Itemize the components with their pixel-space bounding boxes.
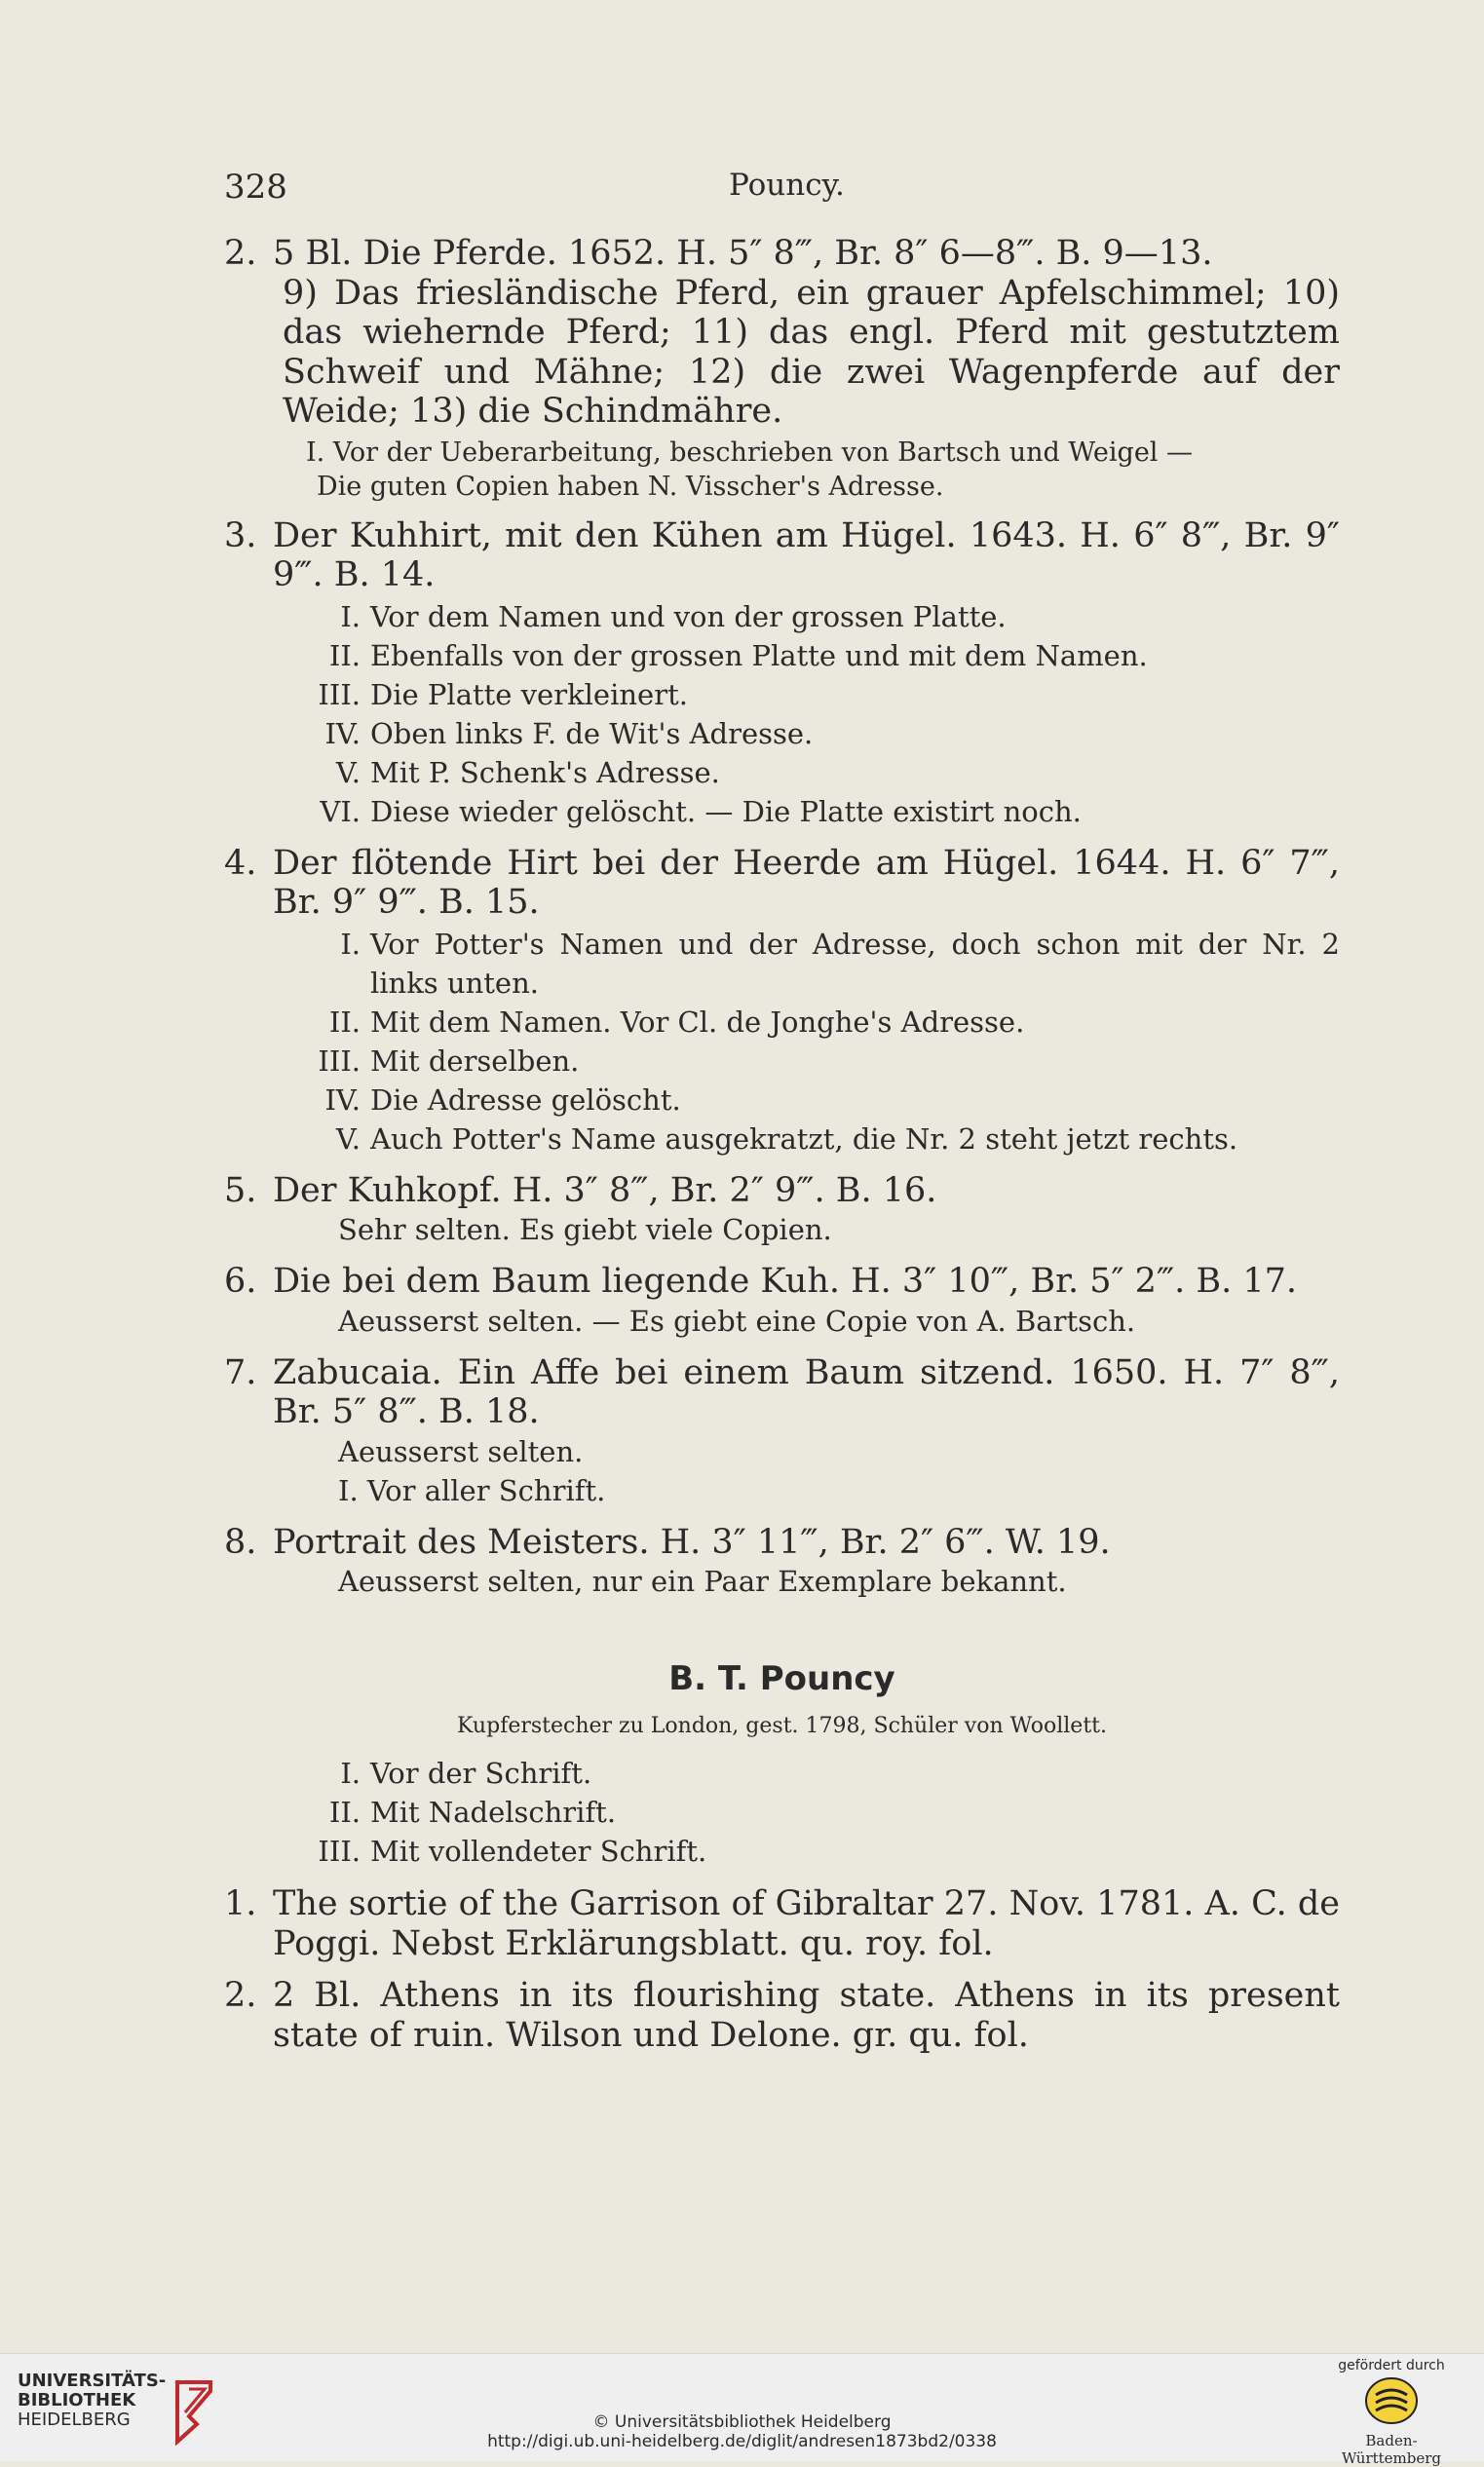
state-line [224,753,1340,792]
state-crest-icon [1362,2375,1421,2426]
entry-number: 7. [224,1352,257,1392]
entry-title: The sortie of the Garrison of Gibraltar 27. Nov. 1781. A. C. de Poggi. Nebst Erklärungsblatt. qu. roy. fol. [273,1884,1340,1963]
funder-logo[interactable] [1318,2358,1465,2467]
entry-note: I. Vor aller Schrift. [338,1473,606,1507]
state-line [224,792,1340,831]
catalogue-entries [224,234,1340,1601]
state-line [224,1754,1340,1793]
entry-title: 2 Bl. Athens in its flourishing state. Athens in its present state of ruin. Wilson und Delone. gr. qu. fol. [273,1976,1340,2055]
state-text: Die Adresse gelöscht. [370,1082,681,1117]
state-number: II. [328,638,361,672]
catalogue-entry [224,1523,1340,1602]
state-number: VI. [320,794,361,828]
state-number: IV. [324,716,361,750]
state-text: Mit Nadelschrift. [370,1796,617,1829]
entry-title: Der flötende Hirt bei der Heerde am Hügel. 1644. H. 6″ 7‴, Br. 9″ 9‴. B. 15. [273,843,1340,922]
state-line [224,925,1340,1003]
state-line [224,1003,1340,1042]
state-line [224,1793,1340,1832]
running-title: Pouncy. [729,168,845,203]
entry-title: Zabucaia. Ein Affe bei einem Baum sitzend. 1650. H. 7″ 8‴, Br. 5″ 8‴. B. 18. [273,1352,1340,1431]
page-body [224,234,1340,2068]
state-number: I. [340,599,361,633]
state-number: V. [335,1121,361,1156]
state-note [224,436,1340,504]
entry-title: 5 Bl. Die Pferde. 1652. H. 5″ 8‴, Br. 8″ 6—8‴. B. 9—13. [273,234,1213,273]
entry-title: Die bei dem Baum liegende Kuh. H. 3″ 10‴, Br. 5″ 2‴. B. 17. [273,1262,1298,1301]
state-text: Mit dem Namen. Vor Cl. de Jonghe's Adresse. [370,1005,1025,1039]
catalogue-entry [224,844,1340,1158]
state-line [224,1042,1340,1081]
catalogue-entries-pouncy [224,1884,1340,2055]
entry-description: 9) Das friesländische Pferd, ein grauer Apfelschimmel; 10) das wiehernde Pferd; 11) das engl. Pferd mit gestutztem Schweif und Mähne; 12) die zwei Wagenpferde auf der Weide; 13) die Schindmähre. [283,273,1340,431]
entry-title: Portrait des Meisters. H. 3″ 11‴, Br. 2″ 6‴. W. 19. [273,1522,1111,1562]
state-line [224,1081,1340,1120]
entry-note: Aeusserst selten. [338,1434,584,1468]
funded-by-label: gefördert durch [1338,2358,1445,2373]
state-number: III. [318,1835,361,1868]
copyright-notice: © Universitätsbibliothek Heidelberg [592,2412,892,2432]
catalogue-entry [224,1353,1340,1510]
entry-number: 2. [224,234,257,273]
library-name-line1: UNIVERSITÄTS- [18,2371,167,2391]
state-number: IV. [324,1082,361,1117]
section-states [224,1754,1340,1871]
state-text: Mit P. Schenk's Adresse. [370,755,720,789]
state-number: III. [318,1044,361,1078]
state-line [224,714,1340,753]
state-line [224,675,1340,714]
catalogue-entry [224,1262,1340,1341]
entry-title: Der Kuhkopf. H. 3″ 8‴, Br. 2″ 9‴. B. 16. [273,1170,937,1210]
state-text: Mit derselben. [370,1044,580,1078]
footer-bar [0,2353,1484,2467]
state-text: Mit vollendeter Schrift. [370,1835,707,1868]
funder-name: Baden-Württemberg [1341,2432,1442,2467]
entry-note: Aeusserst selten. — Es giebt eine Copie von A. Bartsch. [338,1304,1136,1338]
catalogue-entry [224,516,1340,831]
catalogue-entry [224,1976,1340,2055]
state-text: Diese wieder gelöscht. — Die Platte existirt noch. [370,794,1082,828]
state-text: Vor dem Namen und von der grossen Platte. [370,599,1007,633]
entry-number: 8. [224,1522,257,1562]
state-number: II. [328,1005,361,1039]
section-subtitle: Kupferstecher zu London, gest. 1798, Schüler von Woollett. [456,1713,1107,1738]
entry-title: Der Kuhhirt, mit den Kühen am Hügel. 1643. H. 6″ 8‴, Br. 9″ 9‴. B. 14. [273,515,1340,594]
state-number: III. [318,677,361,711]
entry-number: 4. [224,843,257,883]
entry-note: Aeusserst selten, nur ein Paar Exemplare bekannt. [338,1565,1067,1598]
state-line [224,597,1340,636]
entry-number: 1. [224,1884,257,1923]
section-title: B. T. Pouncy [668,1659,895,1698]
catalogue-entry [224,234,1340,504]
state-text: Vor Potter's Namen und der Adresse, doch schon mit der Nr. 2 links unten. [370,927,1340,1000]
state-line [224,636,1340,675]
library-name-line2: BIBLIOTHEK [18,2390,136,2410]
state-text: Oben links F. de Wit's Adresse. [370,716,814,750]
page-number: 328 [224,168,287,207]
library-name-line3: HEIDELBERG [18,2410,131,2430]
entry-number: 5. [224,1170,257,1210]
state-text: Die Platte verkleinert. [370,677,688,711]
state-text: Ebenfalls von der grossen Platte und mit dem Namen. [370,638,1148,672]
entry-number: 3. [224,515,257,555]
catalogue-entry [224,1884,1340,1963]
state-text: Vor der Schrift. [370,1757,592,1790]
entry-note: Sehr selten. Es giebt viele Copien. [338,1213,832,1246]
state-list [224,597,1340,831]
state-number: V. [335,755,361,789]
entry-number: 2. [224,1976,257,2015]
permalink-url[interactable]: http://digi.ub.uni-heidelberg.de/diglit/andresen1873bd2/0338 [487,2432,997,2451]
state-line [224,1120,1340,1158]
entry-number: 6. [224,1262,257,1301]
page-header [224,168,1340,207]
state-line [224,1832,1340,1871]
catalogue-entry [224,1171,1340,1250]
state-number: II. [328,1796,361,1829]
state-number: I. [340,1757,361,1790]
state-list [224,925,1340,1158]
state-note-line: Die guten Copien haben N. Visscher's Adresse. [317,471,944,502]
state-number: I. [340,927,361,961]
state-note-line: I. Vor der Ueberarbeitung, beschrieben von Bartsch und Weigel — [306,436,1194,468]
state-text: Auch Potter's Name ausgekratzt, die Nr. 2 steht jetzt rechts. [370,1121,1238,1156]
